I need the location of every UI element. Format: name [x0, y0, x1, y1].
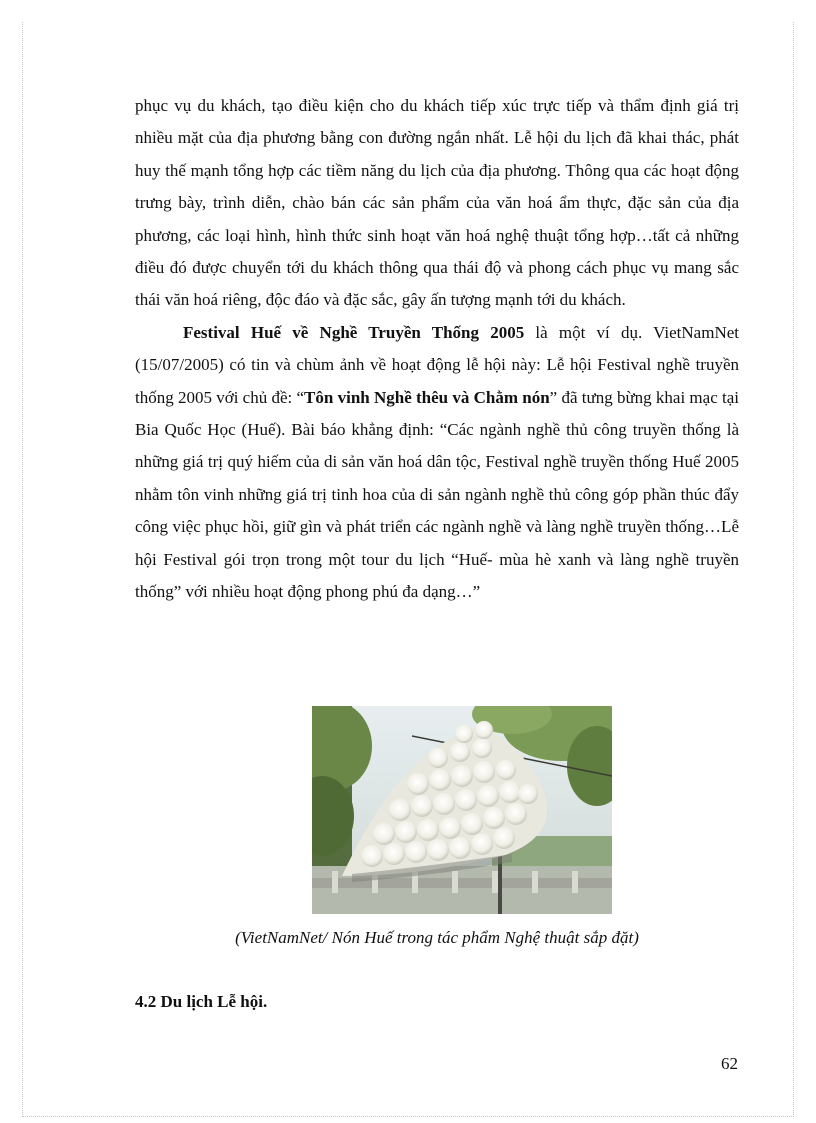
paragraph-1: phục vụ du khách, tạo điều kiện cho du khách tiếp xúc trực tiếp và thẩm định giá trị nhiều mặt của địa phương bằng con đường ngắn nhất. Lễ hội du lịch đã khai thác, phát huy thế mạnh tổng hợp các tiềm năng du lịch của địa phương. Thông qua các hoạt động trưng bày, trình diễn, chào bán các sản phẩm của văn hoá ẩm thực, đặc sản của địa phương, các loại hình, hình thức sinh hoạt văn hoá nghệ thuật tổng hợp…tất cả những điều đó được chuyển tới du khách thông qua thái độ và phong cách phục vụ mang sắc thái văn hoá riêng, độc đáo và đặc sắc, gây ấn tượng mạnh tới du khách.: [135, 96, 739, 310]
paragraph-2-text-b: ” đã tưng bừng khai mạc tại Bia Quốc Học (Huế). Bài báo khẳng định: “Các ngành nghề thủ công truyền thống là những giá trị quý hiếm của di sản văn hoá dân tộc, Festival nghề truyền thống Huế 2005 nhằm tôn vinh những giá trị tinh hoa của di sản ngành nghề thủ công góp phần thúc đẩy công việc phục hồi, giữ gìn và phát triển các ngành nghề và làng nghề truyền thống…Lễ hội Festival gói trọn trong một tour du lịch “Huế- mùa hè xanh và làng nghề truyền thống” với nhiều hoạt động phong phú đa dạng…”: [135, 387, 739, 602]
conical-hat-installation-photo: [312, 706, 612, 914]
body-text: [135, 90, 739, 609]
page-number: 62: [721, 1054, 738, 1073]
paragraph-2: [135, 317, 739, 609]
paragraph-2-text-a: là một ví dụ. VietNamNet (15/07/2005) có tin và chùm ảnh về hoạt động lễ hội này: Lễ hội Festival nghề truyền thống 2005 với chủ đề: “: [135, 322, 739, 407]
festival-theme: Tôn vinh Nghề thêu và Chằm nón: [304, 387, 550, 407]
figure-caption: (VietNamNet/ Nón Huế trong tác phẩm Nghệ thuật sắp đặt): [235, 928, 639, 947]
section-heading: 4.2 Du lịch Lễ hội.: [135, 992, 268, 1011]
festival-title: Festival Huế về Nghề Truyền Thống 2005: [183, 322, 525, 342]
